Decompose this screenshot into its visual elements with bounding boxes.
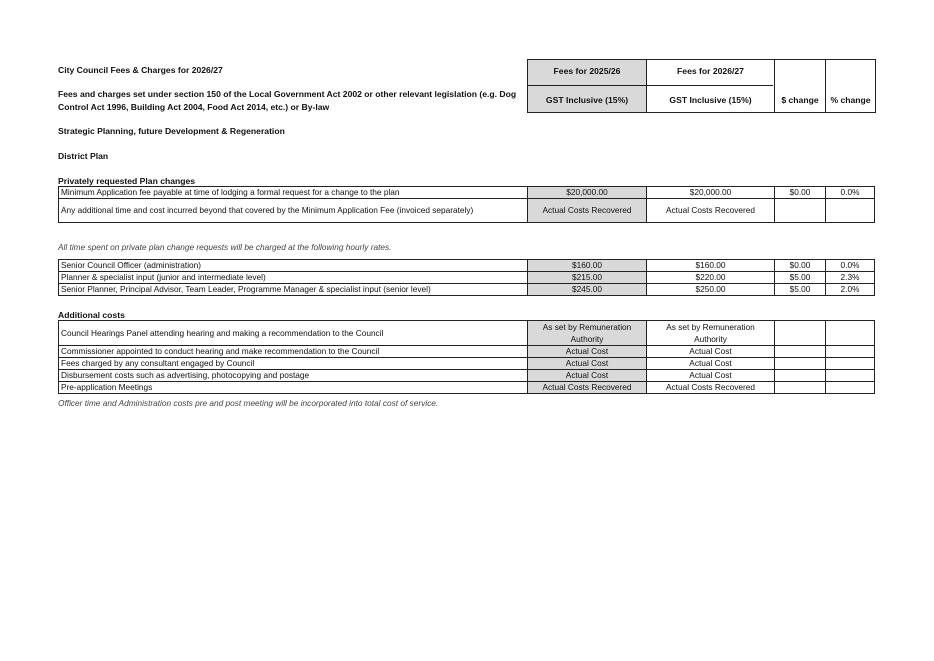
private-plan-heading: Privately requested Plan changes — [58, 176, 196, 186]
rate-prev: $160.00 — [528, 260, 647, 272]
fee-prev: $20,000.00 — [528, 187, 647, 199]
hourly-note: All time spent on private plan change requests will be charged at the following hourly rates. — [58, 242, 392, 252]
cost-dollar-change — [775, 358, 826, 370]
rate-dollar-change: $5.00 — [775, 284, 826, 296]
hourly-rates-table — [58, 259, 875, 296]
cost-pct-change — [826, 382, 875, 394]
header-dollar-change: $ change — [781, 95, 819, 105]
additional-costs-heading: Additional costs — [58, 310, 125, 320]
rate-pct-change: 2.3% — [826, 272, 875, 284]
cost-prev: Actual Cost — [528, 370, 647, 382]
cost-curr: Actual Costs Recovered — [647, 382, 775, 394]
rate-prev: $245.00 — [528, 284, 647, 296]
table-row — [59, 346, 875, 358]
header-gst-curr: GST Inclusive (15%) — [669, 95, 752, 105]
cost-pct-change — [826, 358, 875, 370]
fee-curr: $20,000.00 — [647, 187, 775, 199]
fee-dollar-change — [775, 199, 826, 223]
cost-curr: Actual Cost — [647, 358, 775, 370]
additional-costs-table — [58, 320, 875, 394]
cost-description: Pre-application Meetings — [59, 382, 528, 394]
rate-description: Senior Council Officer (administration) — [59, 260, 528, 272]
rate-pct-change: 2.0% — [826, 284, 875, 296]
intro-text: Fees and charges set under section 150 of the Local Government Act 2002 or other relevant legislation (e.g. Dog Control Act 1996, Building Act 2004, Food Act 2014, etc.) or By-law — [58, 89, 517, 112]
cost-prev: Actual Costs Recovered — [528, 382, 647, 394]
fee-prev: Actual Costs Recovered — [528, 199, 647, 223]
header-divider — [528, 85, 773, 86]
fee-pct-change: 0.0% — [826, 187, 875, 199]
cost-curr: Actual Cost — [647, 370, 775, 382]
fee-column-header — [527, 59, 876, 113]
table-row — [59, 260, 875, 272]
table-row — [59, 358, 875, 370]
page-title: City Council Fees & Charges for 2026/27 — [58, 65, 223, 75]
cost-dollar-change — [775, 382, 826, 394]
fee-description: Minimum Application fee payable at time of lodging a formal request for a change to the plan — [59, 187, 528, 199]
rate-curr: $160.00 — [647, 260, 775, 272]
cost-description: Commissioner appointed to conduct hearing and make recommendation to the Council — [59, 346, 528, 358]
rate-description: Senior Planner, Principal Advisor, Team Leader, Programme Manager & specialist input (senior level) — [59, 284, 528, 296]
table-row — [59, 187, 875, 199]
cost-pct-change — [826, 346, 875, 358]
table-row — [59, 199, 875, 223]
header-pct-change: % change — [830, 95, 871, 105]
cost-dollar-change — [775, 370, 826, 382]
cost-prev: Actual Cost — [528, 346, 647, 358]
cost-description: Disbursement costs such as advertising, photocopying and postage — [59, 370, 528, 382]
rate-dollar-change: $5.00 — [775, 272, 826, 284]
header-fees-curr: Fees for 2026/27 — [677, 66, 744, 76]
cost-description: Council Hearings Panel attending hearing and making a recommendation to the Council — [59, 321, 528, 346]
subsection-heading: District Plan — [58, 151, 109, 161]
header-col-curr — [647, 60, 775, 112]
cost-pct-change — [826, 321, 875, 346]
table-row — [59, 284, 875, 296]
rate-pct-change: 0.0% — [826, 260, 875, 272]
fee-dollar-change: $0.00 — [775, 187, 826, 199]
table-row — [59, 382, 875, 394]
header-fees-prev: Fees for 2025/26 — [553, 66, 621, 76]
private-plan-table — [58, 186, 875, 223]
header-gst-prev: GST Inclusive (15%) — [545, 95, 629, 105]
cost-curr: Actual Cost — [647, 346, 775, 358]
table-row — [59, 370, 875, 382]
header-col-pct — [826, 60, 876, 112]
cost-description: Fees charged by any consultant engaged by Council — [59, 358, 528, 370]
cost-pct-change — [826, 370, 875, 382]
header-col-dollar — [775, 60, 826, 112]
cost-prev: Actual Cost — [528, 358, 647, 370]
fee-pct-change — [826, 199, 875, 223]
header-col-prev — [528, 60, 647, 112]
table-row — [59, 272, 875, 284]
cost-prev: As set by Remuneration Authority — [528, 321, 647, 346]
rate-curr: $250.00 — [647, 284, 775, 296]
section-heading: Strategic Planning, future Development & Regeneration — [58, 126, 285, 136]
rate-dollar-change: $0.00 — [775, 260, 826, 272]
table-row — [59, 321, 875, 346]
rate-curr: $220.00 — [647, 272, 775, 284]
cost-dollar-change — [775, 321, 826, 346]
fee-curr: Actual Costs Recovered — [647, 199, 775, 223]
cost-curr: As set by Remuneration Authority — [647, 321, 775, 346]
additional-costs-note: Officer time and Administration costs pre and post meeting will be incorporated into total cost of service. — [58, 398, 439, 408]
fee-description: Any additional time and cost incurred beyond that covered by the Minimum Application Fee (invoiced separately) — [59, 199, 528, 223]
rate-prev: $215.00 — [528, 272, 647, 284]
cost-dollar-change — [775, 346, 826, 358]
rate-description: Planner & specialist input (junior and intermediate level) — [59, 272, 528, 284]
